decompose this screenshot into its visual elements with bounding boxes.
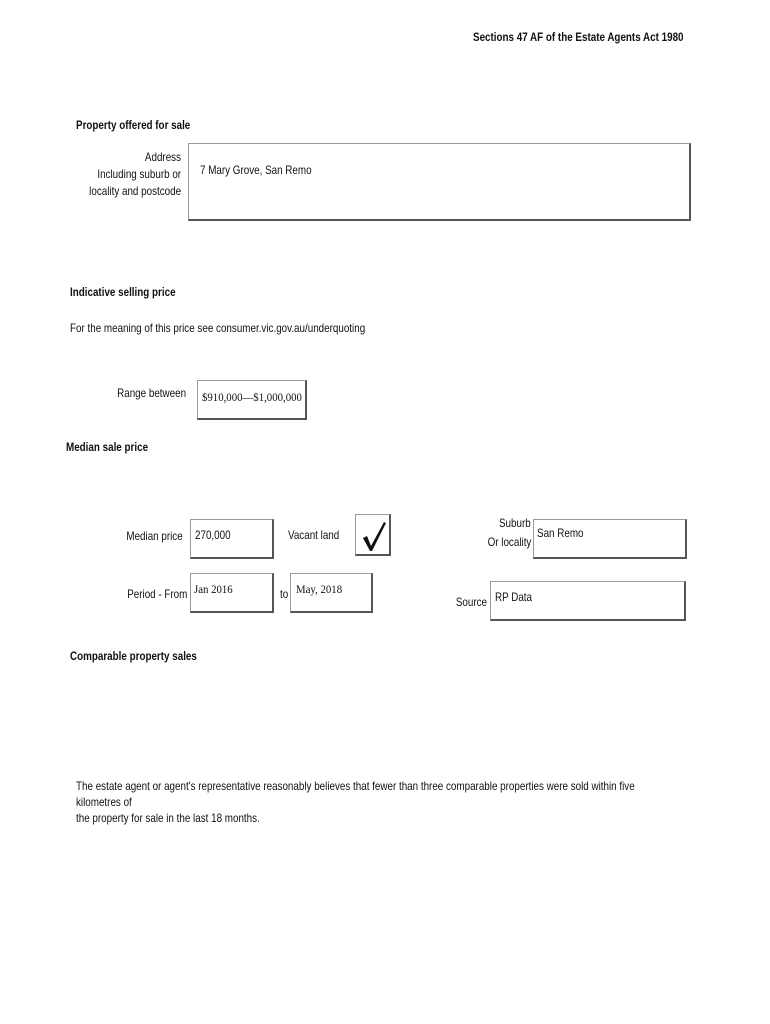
range-field[interactable] xyxy=(197,380,307,420)
comparable-statement-line-2: the property for sale in the last 18 months. xyxy=(76,811,260,825)
comparable-statement-line-1: The estate agent or agent's representative reasonably believes that fewer than three comparable properties were sold within five kilometres of xyxy=(76,779,635,809)
comparable-statement xyxy=(76,778,666,826)
vacant-land-label: Vacant land xyxy=(288,528,340,542)
underquoting-note: For the meaning of this price see consumer.vic.gov.au/underquoting xyxy=(70,321,366,335)
period-to-value: May, 2018 xyxy=(296,582,343,596)
suburb-label-line-1: Suburb xyxy=(499,516,531,530)
suburb-field[interactable] xyxy=(533,519,687,559)
median-price-field[interactable] xyxy=(190,519,274,559)
address-field[interactable] xyxy=(188,143,691,221)
median-heading: Median sale price xyxy=(66,440,149,454)
address-label-line-3: locality and postcode xyxy=(89,184,181,198)
median-price-label: Median price xyxy=(126,529,183,543)
period-from-field[interactable] xyxy=(190,573,274,613)
comparable-heading: Comparable property sales xyxy=(70,649,197,663)
suburb-label-line-2: Or locality xyxy=(487,535,531,549)
checkmark-icon xyxy=(357,516,389,554)
source-field[interactable] xyxy=(490,581,686,621)
address-value: 7 Mary Grove, San Remo xyxy=(200,163,312,177)
property-heading: Property offered for sale xyxy=(76,118,191,132)
act-reference: Sections 47 AF of the Estate Agents Act 1980 xyxy=(473,30,684,44)
vacant-land-checkbox[interactable] xyxy=(355,514,391,556)
period-from-label: Period - From xyxy=(126,587,187,601)
to-label: to xyxy=(280,587,289,601)
address-label-line-2: Including suburb or xyxy=(97,167,181,181)
source-value: RP Data xyxy=(495,590,533,604)
median-price-value: 270,000 xyxy=(195,528,231,542)
period-from-value: Jan 2016 xyxy=(194,582,233,596)
range-label: Range between xyxy=(117,386,186,400)
source-label: Source xyxy=(455,595,487,609)
indicative-heading: Indicative selling price xyxy=(70,285,176,299)
suburb-value: San Remo xyxy=(537,526,584,540)
range-value: $910,000—$1,000,000 xyxy=(202,390,302,404)
period-to-field[interactable] xyxy=(290,573,373,613)
address-label-line-1: Address xyxy=(144,150,181,164)
